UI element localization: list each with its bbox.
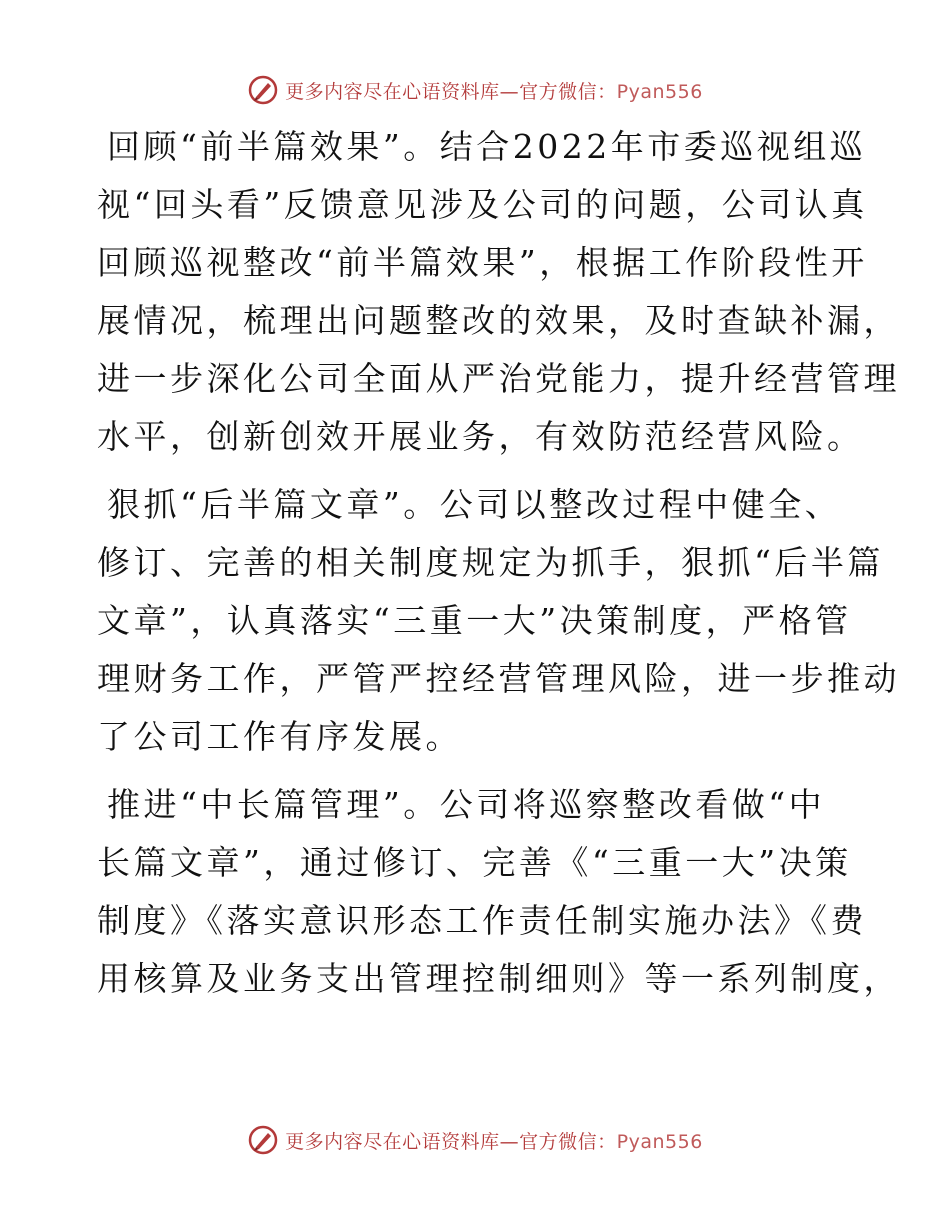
text-line: 文章”，认真落实“三重一大”决策制度，严格管	[97, 601, 852, 640]
paragraph-1	[97, 118, 900, 466]
pen-logo-icon	[247, 1124, 279, 1156]
text-line: 视“回头看”反馈意见涉及公司的问题，公司认真	[97, 185, 868, 224]
text-line: 制度》《落实意识形态工作责任制实施办法》《费	[97, 901, 867, 940]
text-line: 长篇文章”，通过修订、完善《“三重一大”决策	[97, 843, 852, 882]
text-line: 水平，创新创效开展业务，有效防范经营风险。	[97, 417, 864, 456]
footer-watermark	[0, 1120, 950, 1160]
paragraph-3	[97, 776, 900, 1008]
text-line: 推进“中长篇管理”。公司将巡察整改看做“中	[107, 785, 826, 824]
paragraph-2	[97, 476, 900, 766]
text-line: 狠抓“后半篇文章”。公司以整改过程中健全、	[107, 485, 842, 524]
text-line: 修订、完善的相关制度规定为抓手，狠抓“后半篇	[97, 543, 884, 582]
text-line: 回顾“前半篇效果”。结合2022年市委巡视组巡	[107, 127, 867, 166]
text-line: 回顾巡视整改“前半篇效果”，根据工作阶段性开	[97, 243, 868, 282]
text-line: 展情况，梳理出问题整改的效果，及时查缺补漏，	[97, 301, 900, 340]
header-watermark	[0, 70, 950, 110]
pen-logo-icon	[247, 74, 279, 106]
text-line: 进一步深化公司全面从严治党能力，提升经营管理	[97, 359, 900, 398]
document-body	[97, 118, 900, 1018]
text-line: 理财务工作，严管严控经营管理风险，进一步推动	[97, 659, 900, 698]
watermark-text: 更多内容尽在心语资料库—官方微信：Pyan556	[285, 1130, 703, 1153]
watermark-text: 更多内容尽在心语资料库—官方微信：Pyan556	[285, 80, 703, 103]
text-line: 用核算及业务支出管理控制细则》等一系列制度，	[97, 959, 900, 998]
text-line: 了公司工作有序发展。	[97, 717, 462, 756]
